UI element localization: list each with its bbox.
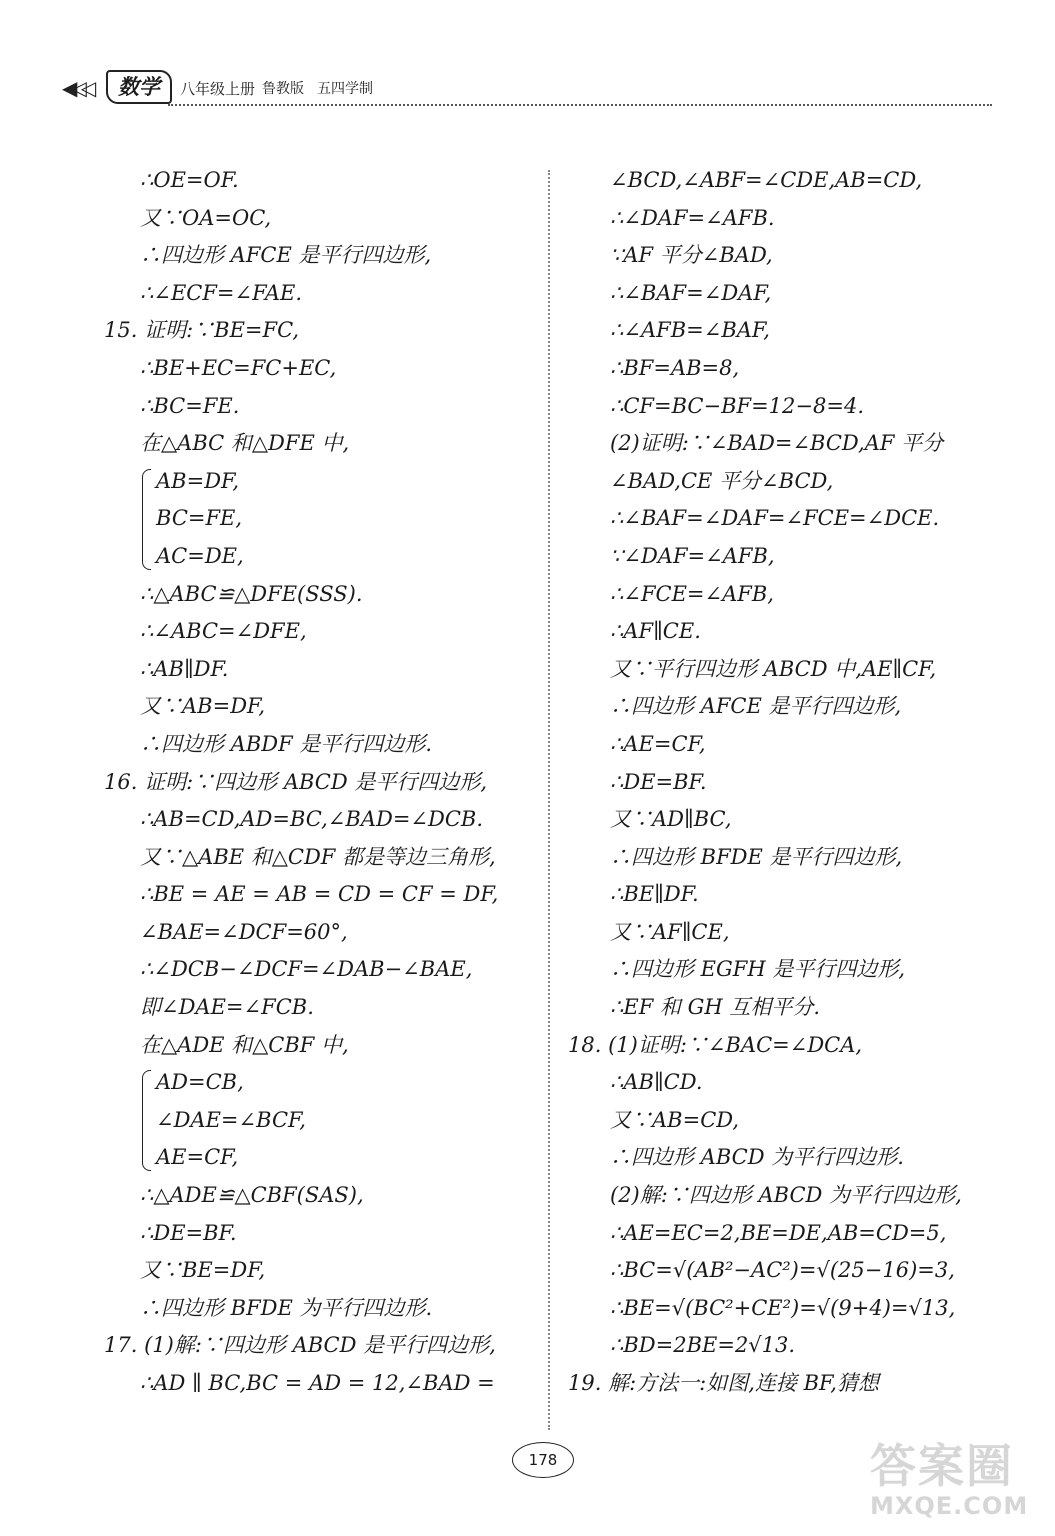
text-line: ∴BC=√(AB²−AC²)=√(25−16)=3, xyxy=(610,1258,955,1283)
text-line: 又∵AB=DF, xyxy=(140,694,266,719)
text-line: ∴△ADE≌△CBF(SAS), xyxy=(140,1183,364,1208)
problem-19-heading: 19. 解:方法一:如图,连接 BF,猜想 xyxy=(568,1371,879,1395)
text-line: ∴BC=FE. xyxy=(140,393,240,418)
right-column xyxy=(568,162,1006,1403)
text-line: ∴BE=√(BC²+CE²)=√(9+4)=√13, xyxy=(610,1295,956,1320)
text-line: AE=CF, xyxy=(156,1145,239,1170)
text-line: ∴四边形 ABDF 是平行四边形. xyxy=(140,731,433,756)
text-line: 又∵AD∥BC, xyxy=(610,807,732,832)
condition-brace-15 xyxy=(104,463,534,576)
text-line: ∴∠ECF=∠FAE. xyxy=(140,280,303,305)
text-line: ∴∠ABC=∠DFE, xyxy=(140,619,307,644)
page-header xyxy=(62,70,992,106)
problem-15-heading: 15. 证明:∵BE=FC, xyxy=(104,318,300,343)
text-line: ∴∠BAF=∠DAF, xyxy=(610,280,772,305)
text-line: (2)解:∵四边形 ABCD 为平行四边形, xyxy=(610,1183,962,1208)
header-rule xyxy=(168,104,992,106)
text-line: ∴四边形 ABCD 为平行四边形. xyxy=(610,1145,904,1170)
text-line: ∴AE=EC=2,BE=DE,AB=CD=5, xyxy=(610,1220,947,1245)
text-line: ∴四边形 EGFH 是平行四边形, xyxy=(610,957,906,982)
watermark-logo xyxy=(870,1439,1029,1530)
text-line: ∴AB∥CD. xyxy=(610,1070,703,1095)
text-line: ∴AB=CD,AD=BC,∠BAD=∠DCB. xyxy=(140,807,484,832)
text-line: 在△ADE 和△CBF 中, xyxy=(140,1032,349,1057)
watermark-url: MXQE.COM xyxy=(870,1492,1029,1520)
text-line: ∴BD=2BE=2√13. xyxy=(610,1333,796,1358)
text-line: ∴AF∥CE. xyxy=(610,619,701,644)
text-line: ∴CF=BC−BF=12−8=4. xyxy=(610,393,864,418)
text-line: ∴△ABC≌△DFE(SSS). xyxy=(140,581,363,606)
page-number: 178 xyxy=(512,1442,574,1478)
text-line: 又∵BE=DF, xyxy=(140,1258,266,1283)
text-line: ∴∠DCB−∠DCF=∠DAB−∠BAE, xyxy=(140,957,473,982)
text-line: ∴AD ∥ BC,BC = AD = 12,∠BAD = xyxy=(140,1371,495,1395)
text-line: ∠BAE=∠DCF=60°, xyxy=(140,919,348,944)
text-line: ∴DE=BF. xyxy=(140,1220,237,1245)
problem-16-heading: 16. 证明:∵四边形 ABCD 是平行四边形, xyxy=(104,769,488,794)
text-line: 在△ABC 和△DFE 中, xyxy=(140,431,350,456)
text-line: AC=DE, xyxy=(156,543,244,568)
text-line: ∴EF 和 GH 互相平分. xyxy=(610,995,821,1020)
text-line: ∵∠DAF=∠AFB, xyxy=(610,543,775,568)
publisher-label: 鲁教版 xyxy=(262,81,304,97)
text-line: 又∵AB=CD, xyxy=(610,1107,740,1132)
problem-18-heading: 18. (1)证明:∵∠BAC=∠DCA, xyxy=(568,1032,863,1057)
column-divider xyxy=(548,170,550,1430)
text-line: ∴AE=CF, xyxy=(610,731,706,756)
text-line: ∴∠FCE=∠AFB, xyxy=(610,581,774,606)
text-line: ∴DE=BF. xyxy=(610,769,707,794)
text-line: ∴∠BAF=∠DAF=∠FCE=∠DCE. xyxy=(610,506,940,531)
text-line: ∵AF 平分∠BAD, xyxy=(610,243,773,268)
text-line: ∴OE=OF. xyxy=(140,168,239,192)
text-line: ∴∠AFB=∠BAF, xyxy=(610,318,770,343)
system-label: 五四学制 xyxy=(317,81,373,97)
text-line: ∠DAE=∠BCF, xyxy=(156,1107,306,1132)
subject-logo: 数学 xyxy=(106,70,172,104)
text-line: ∴BE+EC=FC+EC, xyxy=(140,355,337,380)
text-line: 又∵平行四边形 ABCD 中,AE∥CF, xyxy=(610,656,937,681)
watermark-text: 答案圈 xyxy=(870,1439,1014,1493)
text-line: 又∵△ABE 和△CDF 都是等边三角形, xyxy=(140,844,496,869)
text-line: 又∵AF∥CE, xyxy=(610,919,730,944)
text-line: ∴BE∥DF. xyxy=(610,882,699,907)
text-line: (2)证明:∵∠BAD=∠BCD,AF 平分 xyxy=(610,431,944,456)
text-line: ∴∠DAF=∠AFB. xyxy=(610,205,775,230)
text-line: BC=FE, xyxy=(156,506,243,531)
grade-label: 八年级上册 xyxy=(180,80,256,98)
text-line: ∴四边形 BFDE 为平行四边形. xyxy=(140,1295,433,1320)
text-line: 又∵OA=OC, xyxy=(140,205,272,230)
text-line: AB=DF, xyxy=(156,468,240,493)
condition-brace-16 xyxy=(104,1064,534,1177)
text-line: ∴四边形 AFCE 是平行四边形, xyxy=(140,243,432,268)
text-line: ∴四边形 AFCE 是平行四边形, xyxy=(610,694,902,719)
text-line: ∴BF=AB=8, xyxy=(610,355,740,380)
arrow-icon: ◀◁◁ xyxy=(62,76,91,100)
text-line: ∠BCD,∠ABF=∠CDE,AB=CD, xyxy=(610,168,923,192)
left-column xyxy=(104,162,534,1403)
text-line: 即∠DAE=∠FCB. xyxy=(140,995,314,1020)
text-line: ∴BE = AE = AB = CD = CF = DF, xyxy=(140,882,499,907)
text-line: AD=CB, xyxy=(156,1070,244,1095)
text-line: ∴AB∥DF. xyxy=(140,656,229,681)
text-line: ∠BAD,CE 平分∠BCD, xyxy=(610,468,834,493)
problem-17-heading: 17. (1)解:∵四边形 ABCD 是平行四边形, xyxy=(104,1333,496,1358)
text-line: ∴四边形 BFDE 是平行四边形, xyxy=(610,844,903,869)
